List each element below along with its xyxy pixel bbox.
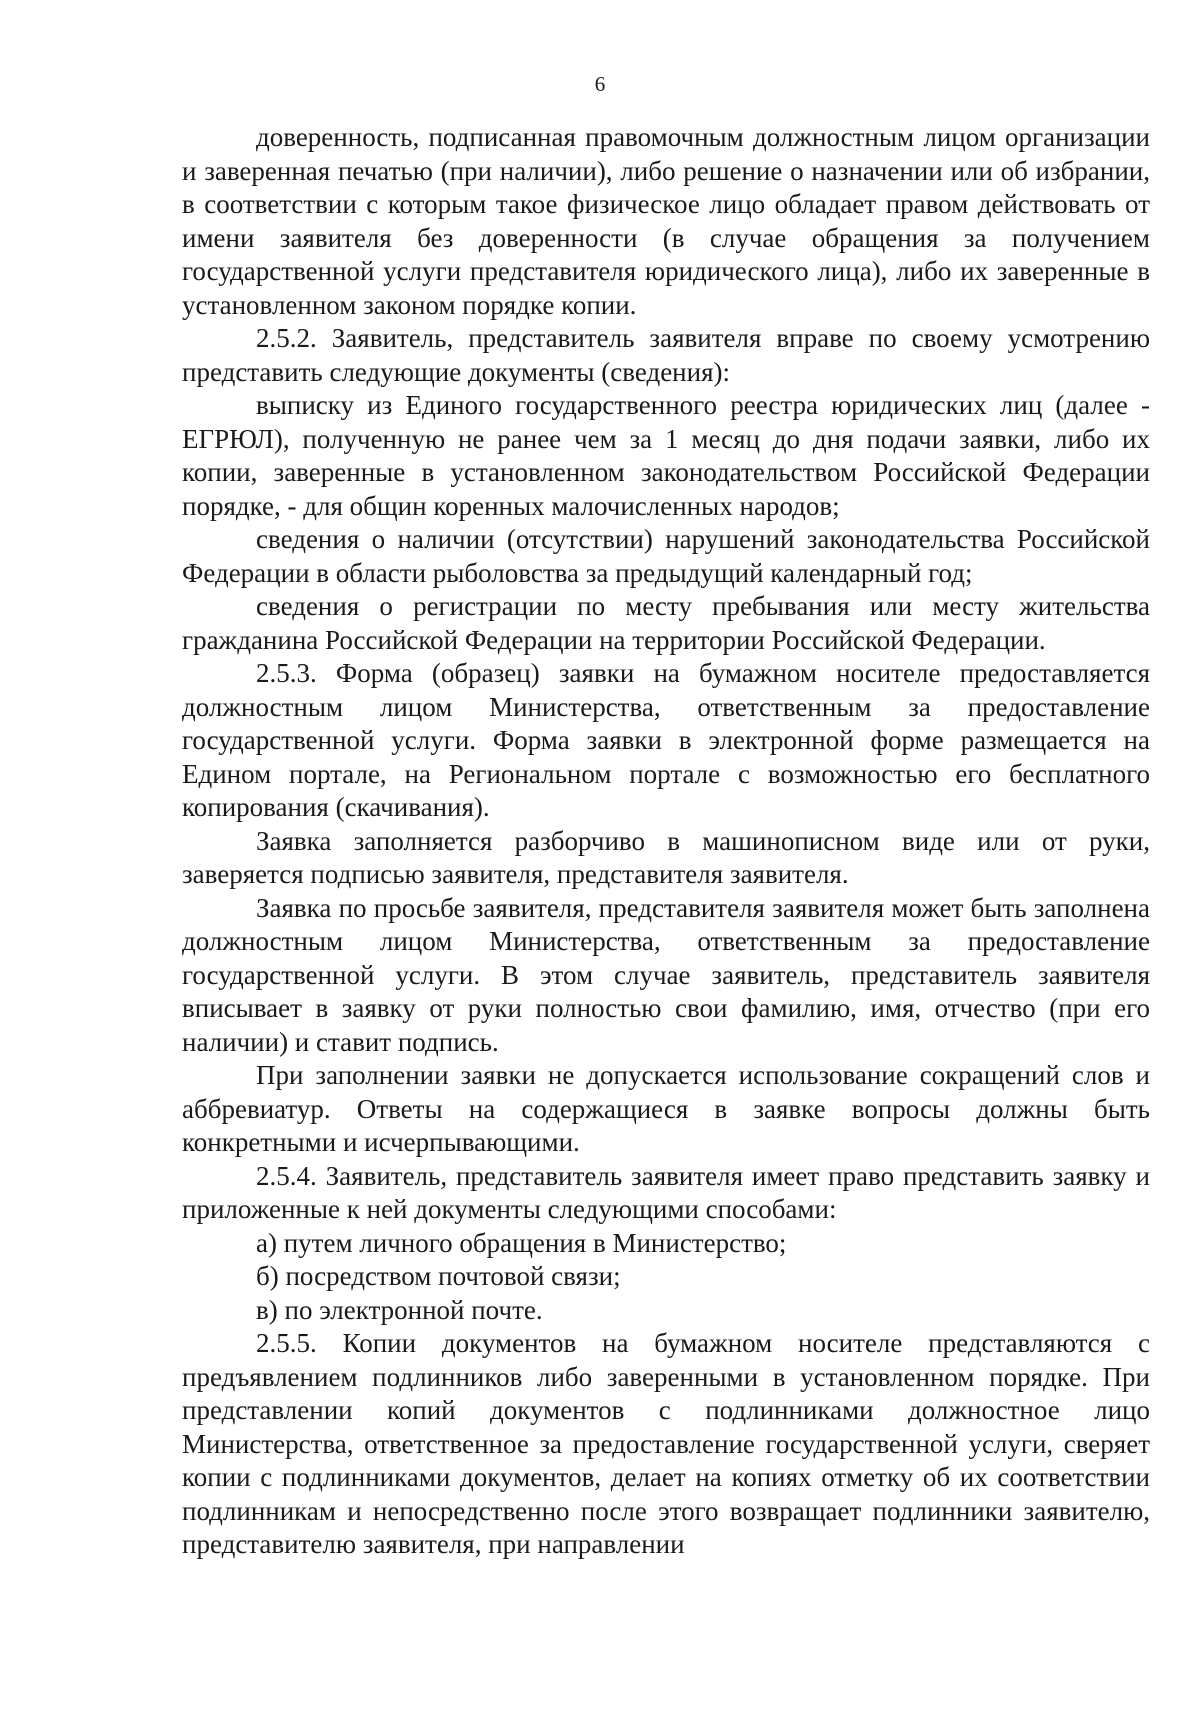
paragraph-application-by-official: Заявка по просьбе заявителя, представителя заявителя может быть заполнена должностным лицом Министерства, ответственным за предоставление государственной услуги. В этом случае заявитель, представитель заявителя вписывает в заявку от руки полностью свои фамилию, имя, отчество (при его наличии) и ставит подпись. — [182, 892, 1150, 1057]
list-item-personal-visit: а) путем личного обращения в Министерство; — [256, 1227, 787, 1258]
paragraph-registration-info: сведения о регистрации по месту пребывания или месту жительства гражданина Российской Федерации на территории Российской Федерации. — [182, 591, 1150, 655]
paragraph-2-5-4: 2.5.4. Заявитель, представитель заявителя имеет право представить заявку и приложенные к ней документы следующими способами: — [182, 1160, 1150, 1224]
list-item-postal: б) посредством почтовой связи; — [256, 1261, 621, 1291]
paragraph-violations-info: сведения о наличии (отсутствии) нарушений законодательства Российской Федерации в области рыболовства за предыдущий календарный год; — [182, 524, 1150, 588]
paragraph-power-of-attorney: доверенность, подписанная правомочным должностным лицом организации и заверенная печатью (при наличии), либо решение о назначении или об избрании, в соответствии с которым такое физическое лицо обладает правом действовать от имени заявителя без доверенности (в случае обращения за получением государственной услуги представителя юридического лица), либо их заверенные в установленном законом порядке копии. — [182, 122, 1150, 320]
paragraph-egrul-extract: выписку из Единого государственного реестра юридических лиц (далее - ЕГРЮЛ), полученную не ранее чем за 1 месяц до дня подачи заявки, либо их копии, заверенные в установленном законодательством Российской Федерации порядке, - для общин коренных малочисленных народов; — [182, 390, 1150, 521]
page-number: 6 — [594, 72, 606, 96]
list-item-email: в) по электронной почте. — [256, 1294, 543, 1325]
paragraph-2-5-3: 2.5.3. Форма (образец) заявки на бумажном носителе предоставляется должностным лицом Министерства, ответственным за предоставление государственной услуги. Форма заявки в электронной форме размещается на Едином портале, на Региональном портале с возможностью его бесплатного копирования (скачивания). — [182, 658, 1150, 822]
paragraph-2-5-2: 2.5.2. Заявитель, представитель заявителя вправе по своему усмотрению представить следующие документы (сведения): — [182, 323, 1150, 387]
paragraph-no-abbreviations: При заполнении заявки не допускается использование сокращений слов и аббревиатур. Ответы на содержащиеся в заявке вопросы должны быть конкретными и исчерпывающими. — [182, 1060, 1150, 1157]
document-body — [182, 121, 1150, 1562]
paragraph-application-filling: Заявка заполняется разборчиво в машинописном виде или от руки, заверяется подписью заявителя, представителя заявителя. — [182, 825, 1150, 889]
paragraph-2-5-5: 2.5.5. Копии документов на бумажном носителе представляются с предъявлением подлинников либо заверенными в установленном порядке. При представлении копий документов с подлинниками должностное лицо Министерства, ответственное за предоставление государственной услуги, сверяет копии с подлинниками документов, делает на копиях отметку об их соответствии подлинникам и непосредственно после этого возвращает подлинники заявителю, представителю заявителя, при направлении — [182, 1328, 1150, 1559]
